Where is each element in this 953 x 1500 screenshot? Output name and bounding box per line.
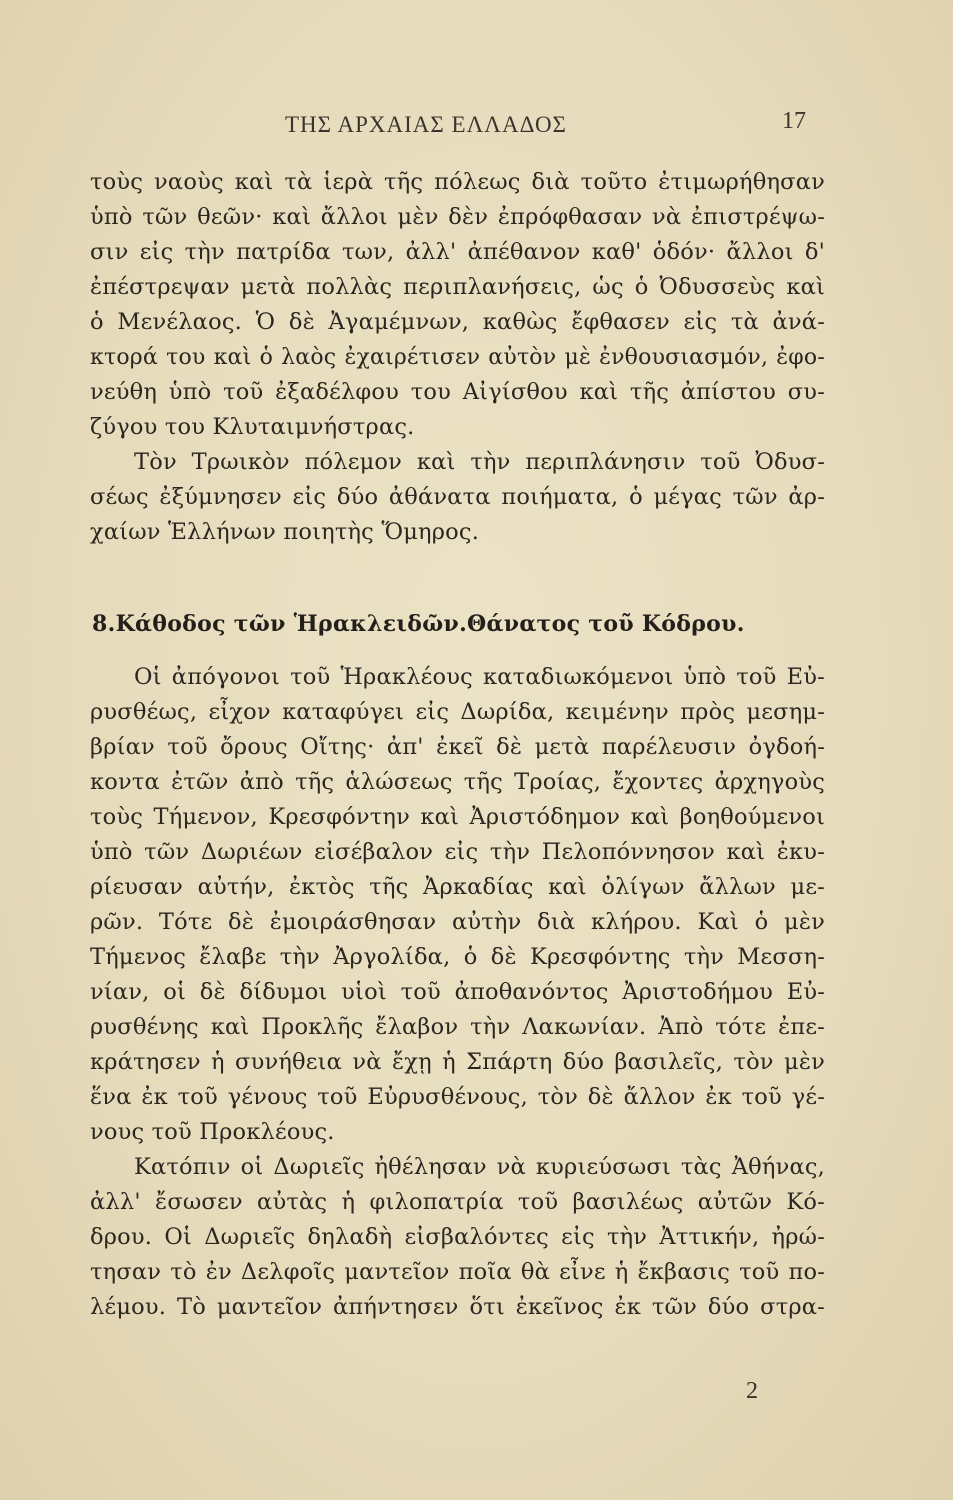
text-block-1 [90,165,825,550]
text-line: ρυσθέως, εἶχον καταφύγει εἰς Δωρίδα, κειμένην πρὸς μεσημ- [90,699,825,725]
text-line: ρυσθένης καὶ Προκλῆς ἔλαβον τὴν Λακωνίαν. Ἀπὸ τότε ἐπε- [90,1014,825,1040]
text-line: σέως ἐξύμνησεν εἰς δύο ἀθάνατα ποιήματα, ὁ μέγας τῶν ἀρ- [90,484,825,510]
text-line: τησαν τὸ ἐν Δελφοῖς μαντεῖον ποῖα θὰ εἶνε ἡ ἔκβασις τοῦ πο- [90,1259,825,1285]
text-line: ὑπὸ τῶν θεῶν· καὶ ἄλλοι μὲν δὲν ἐπρόφθασαν νὰ ἐπιστρέψω- [90,204,825,230]
page-number: 17 [782,108,806,134]
text-line: ρίευσαν αὐτήν, ἐκτὸς τῆς Ἀρκαδίας καὶ ὀλίγων ἄλλων με- [90,874,825,900]
text-line: κτορά του καὶ ὁ λαὸς ἐχαιρέτισεν αὐτὸν μὲ ἐνθουσιασμόν, ἐφο- [90,345,825,370]
text-line: Οἱ ἀπόγονοι τοῦ Ἡρακλέους καταδιωκόμενοι ὑπὸ τοῦ Εὐ- [134,664,825,690]
page-header [0,108,953,148]
text-line: ρῶν. Τότε δὲ ἐμοιράσθησαν αὐτὴν διὰ κλήρου. Καὶ ὁ μὲν [90,909,825,935]
text-line: τοὺς Τήμενον, Κρεσφόντην καὶ Ἀριστόδημον καὶ βοηθούμενοι [90,804,825,830]
text-line: κράτησεν ἡ συνήθεια νὰ ἔχῃ ἡ Σπάρτη δύο βασιλεῖς, τὸν μὲν [90,1049,825,1075]
text-line: Τήμενος ἔλαβε τὴν Ἀργολίδα, ὁ δὲ Κρεσφόντης τὴν Μεσση- [90,944,825,970]
text-line: τοὺς ναοὺς καὶ τὰ ἱερὰ τῆς πόλεως διὰ τοῦτο ἐτιμωρήθησαν [90,169,825,195]
text-line: νους τοῦ Προκλέους. [90,1119,335,1145]
text-line: Τὸν Τρωικὸν πόλεμον καὶ τὴν περιπλάνησιν τοῦ Ὀδυσ- [134,449,825,475]
section-heading: 8.Κάθοδος τῶν Ἡρακλειδῶν.Θάνατος τοῦ Κόδρου. [92,611,745,637]
text-line: βρίαν τοῦ ὄρους Οἴτης· ἀπ' ἐκεῖ δὲ μετὰ παρέλευσιν ὀγδοή- [90,734,825,760]
text-line: Κατόπιν οἱ Δωριεῖς ἠθέλησαν νὰ κυριεύσωσι τὰς Ἀθήνας, [134,1154,825,1180]
text-block-2 [90,660,825,1325]
text-line: ἀλλ' ἔσωσεν αὐτὰς ἡ φιλοπατρία τοῦ βασιλέως αὐτῶν Κό- [90,1189,825,1215]
text-line: δρου. Οἱ Δωριεῖς δηλαδὴ εἰσβαλόντες εἰς τὴν Ἀττικήν, ἠρώ- [90,1224,825,1250]
text-line: ἐπέστρεψαν μετὰ πολλὰς περιπλανήσεις, ὡς ὁ Ὀδυσσεὺς καὶ [90,274,825,300]
text-line: κοντα ἐτῶν ἀπὸ τῆς ἁλώσεως τῆς Τροίας, ἔχοντες ἀρχηγοὺς [90,769,825,795]
text-line: νεύθη ὑπὸ τοῦ ἐξαδέλφου του Αἰγίσθου καὶ τῆς ἀπίστου συ- [90,379,825,405]
text-line: νίαν, οἱ δὲ δίδυμοι υἱοὶ τοῦ ἀποθανόντος Ἀριστοδήμου Εὐ- [90,979,825,1005]
text-line: σιν εἰς τὴν πατρίδα των, ἀλλ' ἀπέθανον καθ' ὁδόν· ἄλλοι δ' [90,239,825,265]
text-line: χαίων Ἑλλήνων ποιητὴς Ὅμηρος. [90,519,480,545]
text-line: λέμου. Τὸ μαντεῖον ἀπήντησεν ὅτι ἐκεῖνος ἐκ τῶν δύο στρα- [90,1294,825,1320]
signature-mark: 2 [746,1378,758,1404]
text-line: ὁ Μενέλαος. Ὁ δὲ Ἀγαμέμνων, καθὼς ἔφθασεν εἰς τὰ ἀνά- [90,309,825,335]
text-line: ἕνα ἐκ τοῦ γένους τοῦ Εὐρυσθένους, τὸν δὲ ἄλλον ἐκ τοῦ γέ- [90,1084,825,1110]
text-line: ὑπὸ τῶν Δωριέων εἰσέβαλον εἰς τὴν Πελοπόννησον καὶ ἐκυ- [90,839,825,865]
running-title: ΤΗΣ ΑΡΧΑΙΑΣ ΕΛΛΑΔΟΣ [285,112,567,137]
text-line: ζύγου του Κλυταιμνήστρας. [90,414,415,440]
